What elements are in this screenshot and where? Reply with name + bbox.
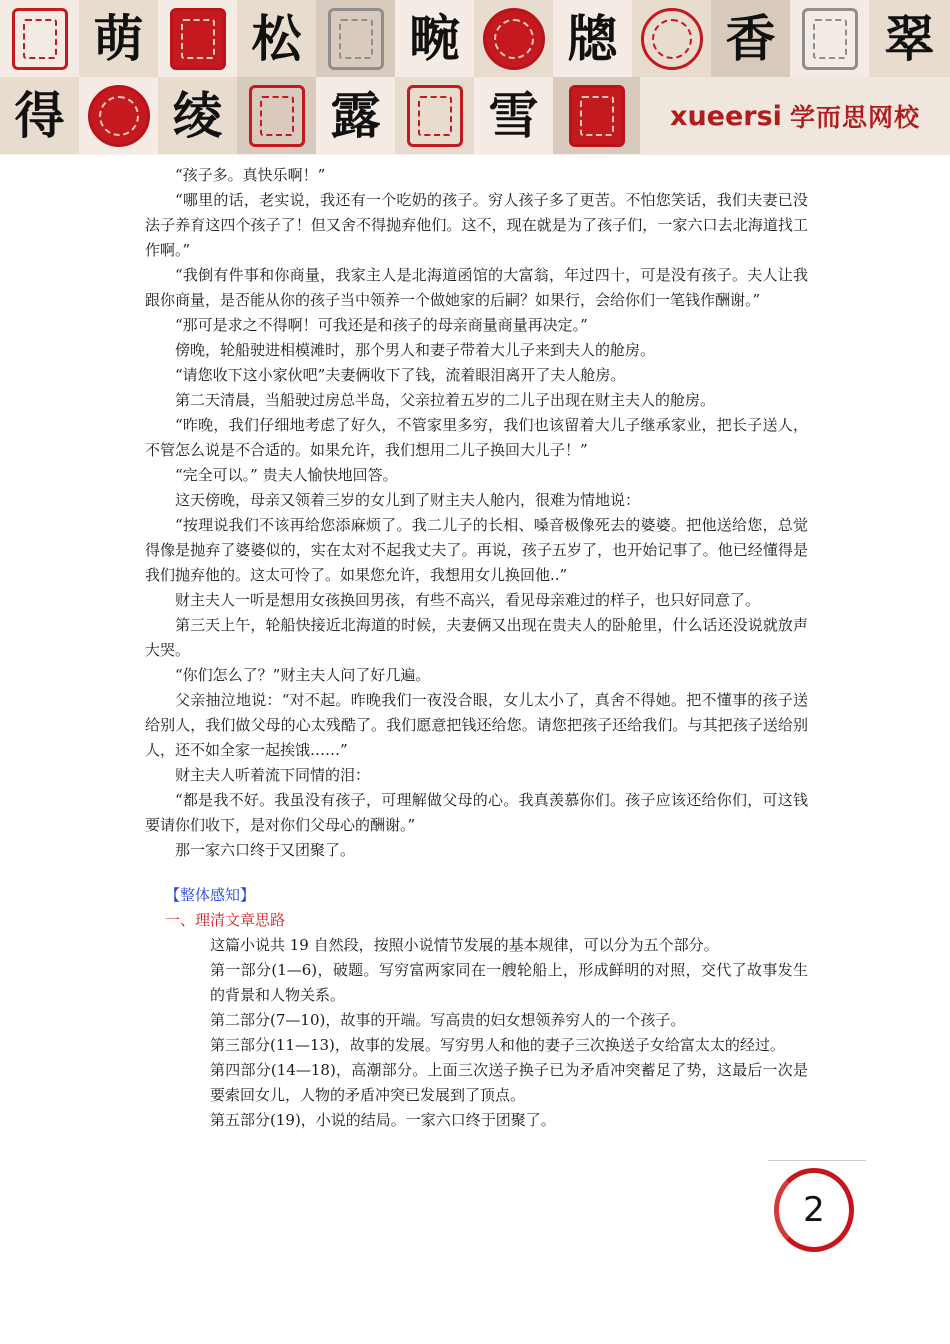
seal-stamp-icon <box>641 8 703 70</box>
seal-stamp-icon <box>170 8 226 70</box>
seal-stamp-icon <box>328 8 384 70</box>
section-heading: 【整体感知】 <box>165 886 256 904</box>
seal-tile <box>474 0 553 77</box>
footer-rule <box>768 1160 866 1161</box>
header-banner <box>0 0 950 155</box>
story-paragraph: 财主夫人听着流下同情的泪： <box>175 766 371 784</box>
calligraphy-tile <box>158 77 237 154</box>
story-paragraph: “孩子多。真快乐啊！” <box>175 166 326 184</box>
analysis-item: 这篇小说共 19 自然段，按照小说情节发展的基本规律，可以分为五个部分。 <box>210 936 719 954</box>
calligraphy-tile <box>711 0 790 77</box>
seal-tile <box>237 77 316 154</box>
calligraphy-glyph: 露 <box>330 85 381 145</box>
seal-tile <box>158 0 237 77</box>
document-body <box>145 163 808 1133</box>
calligraphy-tile <box>474 77 553 154</box>
brand-name-cn: 学而思网校 <box>789 103 920 132</box>
story-paragraph: 财主夫人一听是想用女孩换回男孩，有些不高兴，看见母亲难过的样子，也只好同意了。 <box>175 591 761 609</box>
analysis-item: 第五部分(19)，小说的结局。一家六口终于团聚了。 <box>210 1111 556 1129</box>
seal-stamp-icon <box>569 85 625 147</box>
calligraphy-glyph: 萌 <box>93 8 144 68</box>
story-paragraph: 第二天清晨，当船驶过房总半岛，父亲拉着五岁的二儿子出现在财主夫人的舱房。 <box>175 391 716 409</box>
page-number: 2 <box>803 1190 825 1230</box>
calligraphy-tile <box>553 0 632 77</box>
brand-logo <box>640 77 950 155</box>
seal-tile <box>0 0 79 77</box>
seal-tile <box>553 77 640 154</box>
calligraphy-glyph: 牕 <box>567 8 618 68</box>
story-paragraph: “昨晚，我们仔细地考虑了好久，不管家里多穷，我们也该留着大儿子继承家业，把长子送人，不管怎么说是不合适的。如果允许，我们想用二儿子换回大儿子！” <box>145 416 808 459</box>
calligraphy-tile <box>79 0 158 77</box>
story-paragraph: “你们怎么了？”财主夫人问了好几遍。 <box>175 666 431 684</box>
story-paragraph: “我倒有件事和你商量，我家主人是北海道函馆的大富翁，年过四十，可是没有孩子。夫人让我跟你商量，是否能从你的孩子当中领养一个做她家的后嗣？如果行，会给你们一笔钱作酬谢。” <box>145 266 808 309</box>
calligraphy-tile <box>395 0 474 77</box>
story-paragraph: “都是我不好。我虽没有孩子，可理解做父母的心。我真羡慕你们。孩子应该还给你们，可这钱要请你们收下，是对你们父母心的酬谢。” <box>145 791 808 834</box>
story-paragraph: 那一家六口终于又团聚了。 <box>175 841 356 859</box>
calligraphy-glyph: 得 <box>14 85 65 145</box>
seal-stamp-icon <box>407 85 463 147</box>
calligraphy-glyph: 松 <box>251 8 302 68</box>
page-number-badge <box>768 1160 868 1260</box>
calligraphy-glyph: 畹 <box>409 8 460 68</box>
seal-tile <box>395 77 474 154</box>
seal-stamp-icon <box>12 8 68 70</box>
analysis-item: 第一部分(1—6)，破题。写穷富两家同在一艘轮船上，形成鲜明的对照，交代了故事发生的背景和人物关系。 <box>210 961 808 1004</box>
brand-name-en: xueersi <box>670 100 782 132</box>
story-paragraph: 第三天上午，轮船快接近北海道的时候，夫妻俩又出现在贵夫人的卧舱里，什么话还没说就放声大哭。 <box>145 616 808 659</box>
seal-stamp-icon <box>483 8 545 70</box>
seal-stamp-icon <box>88 85 150 147</box>
seal-tile <box>632 0 711 77</box>
section-subheading: 一、理清文章思路 <box>165 911 286 929</box>
calligraphy-tile <box>316 77 395 154</box>
calligraphy-glyph: 香 <box>725 8 776 68</box>
story-paragraph: “请您收下这小家伙吧”夫妻俩收下了钱，流着眼泪离开了夫人舱房。 <box>175 366 626 384</box>
story-paragraph: 傍晚，轮船驶进相模滩时，那个男人和妻子带着大儿子来到夫人的舱房。 <box>175 341 656 359</box>
seal-stamp-icon <box>249 85 305 147</box>
analysis-item: 第四部分(14—18)，高潮部分。上面三次送子换子已为矛盾冲突蓄足了势，这最后一次是要索回女儿，人物的矛盾冲突已发展到了顶点。 <box>210 1061 808 1104</box>
calligraphy-glyph: 绫 <box>172 85 223 145</box>
calligraphy-glyph: 雪 <box>488 85 539 145</box>
seal-tile <box>316 0 395 77</box>
seal-stamp-icon <box>802 8 858 70</box>
story-paragraph: “那可是求之不得啊！可我还是和孩子的母亲商量商量再决定。” <box>175 316 588 334</box>
seal-tile <box>79 77 158 154</box>
analysis-item: 第三部分(11—13)，故事的发展。写穷男人和他的妻子三次换送子女给富太太的经过。 <box>210 1036 785 1054</box>
story-paragraph: 这天傍晚，母亲又领着三岁的女儿到了财主夫人舱内，很难为情地说： <box>175 491 641 509</box>
story-paragraph: “完全可以。” 贵夫人愉快地回答。 <box>175 466 398 484</box>
story-paragraph: “哪里的话，老实说，我还有一个吃奶的孩子。穷人孩子多了更苦。不怕您笑话，我们夫妻已没法子养育这四个孩子了！但又舍不得抛弃他们。这不，现在就是为了孩子们，一家六口去北海道找工作啊。” <box>145 191 808 259</box>
section-spacer <box>145 863 808 883</box>
seal-tile <box>790 0 869 77</box>
analysis-item: 第二部分(7—10)，故事的开端。写高贵的妇女想领养穷人的一个孩子。 <box>210 1011 686 1029</box>
calligraphy-glyph: 翠 <box>884 8 935 68</box>
calligraphy-tile <box>869 0 950 77</box>
calligraphy-tile <box>0 77 79 154</box>
story-paragraph: 父亲抽泣地说：“对不起。昨晚我们一夜没合眼，女儿太小了，真舍不得她。把不懂事的孩子送给别人，我们做父母的心太残酷了。我们愿意把钱还给您。请您把孩子还给我们。与其把孩子送给别人，还不如全家一起挨饿……” <box>145 691 808 759</box>
story-paragraph: “按理说我们不该再给您添麻烦了。我二儿子的长相、嗓音极像死去的婆婆。把他送给您，总觉得像是抛弃了婆婆似的，实在太对不起我丈夫了。再说，孩子五岁了，也开始记事了。他已经懂得是我们抛弃他的。这太可怜了。如果您允许，我想用女儿换回他..” <box>145 516 808 584</box>
calligraphy-tile <box>237 0 316 77</box>
